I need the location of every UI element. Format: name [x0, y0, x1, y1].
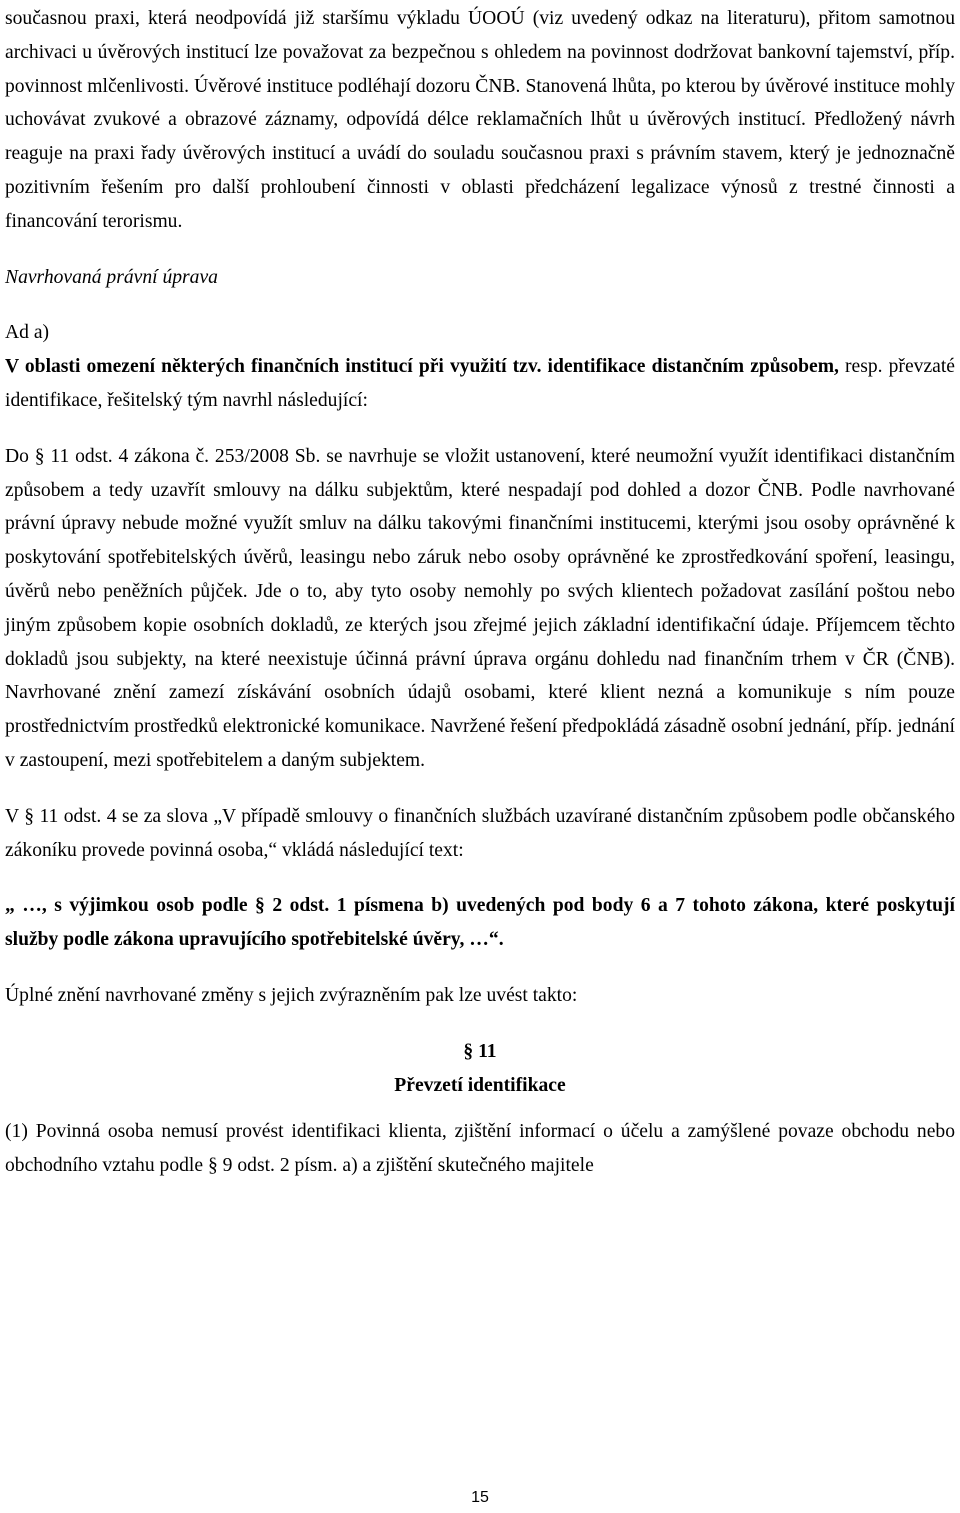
paragraph-proposal: Do § 11 odst. 4 zákona č. 253/2008 Sb. se navrhuje se vložit ustanovení, které neumožní využít identifikaci distančním způsobem a tedy uzavřít smlouvy na dálku subjektům, které nespadají pod dohled a dozor ČNB. Podle navrhované právní úpravy nebude možné využít smluv na dálku takovými finančními institucemi, kterými jsou osoby oprávněné k poskytování spotřebitelských úvěrů, leasingu nebo záruk nebo osoby oprávněné ke zprostředkování spoření, leasingu, úvěrů nebo peněžních půjček. Jde o to, aby tyto osoby nemohly po svých klientech požadovat zasílání poštou nebo jiným způsobem kopie osobních dokladů, ze kterých jsou zřejmé jejich základní identifikační údaje. Příjemcem těchto dokladů jsou subjekty, na které neexistuje účinná právní úprava orgánu dohledu nad finančním trhem v ČR (ČNB). Navrhované znění zamezí získávání osobních údajů osobami, které klient nezná a komunikuje s ním pouze prostřednictvím prostředků elektronické komunikace. Navržené řešení předpokládá zásadně osobní jednání, příp. jednání v zastoupení, mezi spotřebitelem a daným subjektem.: [5, 445, 955, 771]
section-heading: Navrhovaná právní úprava: [5, 266, 218, 288]
paragraph-full-text-intro: Úplné znění navrhované změny s jejich zvýrazněním pak lze uvést takto:: [5, 984, 578, 1006]
paragraph-insertion: V § 11 odst. 4 se za slova „V případě smlouvy o finančních službách uzavírané distančním způsobem podle občanského zákoníku provede povinná osoba,“ vkládá následující text:: [5, 805, 955, 861]
paragraph-clause-1: (1) Povinná osoba nemusí provést identifikaci klienta, zjištění informací o účelu a zamýšlené povaze obchodu nebo obchodního vztahu podle § 9 odst. 2 písm. a) a zjištění skutečného majitele: [5, 1121, 955, 1177]
section-title: Převzetí identifikace: [394, 1074, 566, 1096]
paragraph-intro: současnou praxi, která neodpovídá již staršímu výkladu ÚOOÚ (viz uvedený odkaz na literaturu), přitom samotnou archivaci u úvěrových institucí lze považovat za bezpečnou s ohledem na povinnost dodržovat bankovní tajemství, příp. povinnost mlčenlivosti. Úvěrové instituce podléhají dozoru ČNB. Stanovená lhůta, po kterou by úvěrové instituce mohly uchovávat zvukové a obrazové záznamy, odpovídá délce reklamačních lhůt u úvěrových institucí. Předložený návrh reaguje na praxi řady úvěrových institucí a uvádí do souladu současnou praxi s právním stavem, který je jednoznačně pozitivním řešením pro další prohloubení činnosti v oblasti předcházení legalizace výnosů z trestné činnosti a financování terorismu.: [5, 8, 955, 232]
ad-a-intro-rest: resp. převzaté identifikace, řešitelský tým navrhl následující:: [5, 356, 955, 411]
document-page: [5, 2, 955, 1183]
inserted-text: „ …, s výjimkou osob podle § 2 odst. 1 písmena b) uvedených pod body 6 a 7 tohoto zákona, které poskytují služby podle zákona upravujícího spotřebitelské úvěry, …“.: [5, 895, 955, 951]
ad-a-label: Ad a): [5, 322, 50, 344]
page-number: 15: [471, 1489, 489, 1506]
ad-a-intro: [5, 350, 955, 418]
section-number: § 11: [463, 1040, 497, 1062]
ad-a-intro-bold: V oblasti omezení některých finančních institucí při využití tzv. identifikace distančním způsobem,: [5, 356, 839, 378]
